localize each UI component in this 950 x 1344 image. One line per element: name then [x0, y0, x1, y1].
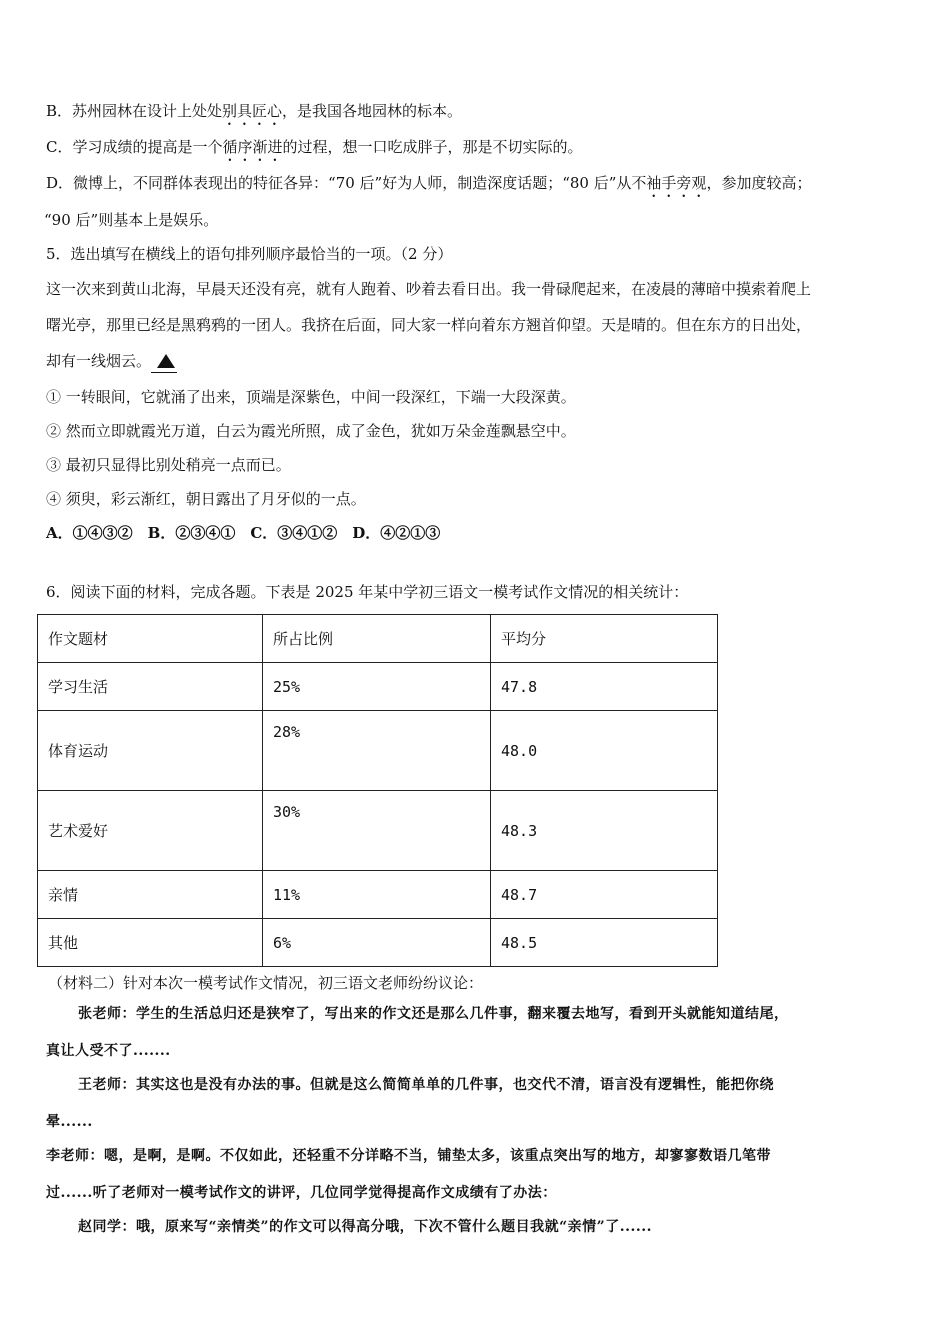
table-row	[38, 919, 718, 967]
option-c-text-end: 的过程，想一口吃成胖子，那是不切实际的。	[282, 138, 583, 156]
table-row	[38, 663, 718, 711]
option-d	[46, 173, 811, 201]
q5-choices: A．①④③② B．②③④① C．③④①② D．④②①③	[46, 524, 441, 542]
table-header-row	[38, 615, 718, 663]
table-cell: 48.0	[491, 711, 718, 791]
table-header-cell: 所占比例	[263, 615, 491, 663]
teacher-wang-line2: 晕......	[46, 1114, 93, 1130]
option-c-dotted-word: 循序渐进	[222, 138, 283, 156]
q5-sentence-3: ③ 最初只显得比别处稍亮一点而已。	[46, 456, 291, 474]
q5-sentence-1: ① 一转眼间，它就涌了出来，顶端是深紫色，中间一段深红，下端一大段深黄。	[46, 388, 576, 406]
teacher-li-line2: 过......听了老师对一模考试作文的讲评，几位同学觉得提高作文成绩有了办法：	[46, 1185, 557, 1201]
q5-sentence-2: ② 然而立即就霞光万道，白云为霞光所照，成了金色，犹如万朵金莲飘悬空中。	[46, 422, 576, 440]
material2-intro: （材料二）针对本次一模考试作文情况，初三语文老师纷纷议论：	[48, 974, 484, 992]
table-cell: 30%	[263, 791, 491, 871]
table-cell: 亲情	[38, 871, 263, 919]
table-cell: 其他	[38, 919, 263, 967]
option-b-dotted-word: 别具匠心	[222, 102, 283, 120]
teacher-wang-line1: 王老师：其实这也是没有办法的事。但就是这么简简单单的几件事，也交代不清，语言没有逻辑性，能把你绕	[78, 1077, 774, 1093]
table-row	[38, 791, 718, 871]
option-c-text: C．学习成绩的提高是一个	[46, 138, 223, 156]
table-cell: 48.3	[491, 791, 718, 871]
table-cell: 48.7	[491, 871, 718, 919]
option-b-text: B．苏州园林在设计上处处	[46, 102, 223, 120]
table-row	[38, 871, 718, 919]
table-cell: 47.8	[491, 663, 718, 711]
composition-stats-table	[37, 614, 718, 967]
table-cell: 6%	[263, 919, 491, 967]
q5-passage-line1: 这一次来到黄山北海，早晨天还没有亮，就有人跑着、吵着去看日出。我一骨碌爬起来，在凌晨的薄暗中摸索着爬上	[46, 280, 812, 298]
table-cell: 25%	[263, 663, 491, 711]
option-d-line2: “90 后”则基本上是娱乐。	[44, 211, 219, 229]
q5-passage-line3-text: 却有一线烟云。	[46, 352, 152, 370]
option-d-text-end: ，参加度较高；	[706, 174, 812, 192]
q5-sentence-4: ④ 须臾，彩云渐红，朝日露出了月牙似的一点。	[46, 490, 366, 508]
option-c	[46, 137, 583, 165]
option-d-dotted-word: 袖手旁观	[646, 174, 707, 192]
q5-stem: 5．选出填写在横线上的语句排列顺序最恰当的一项。（2 分）	[46, 245, 453, 263]
q6-stem: 6．阅读下面的材料，完成各题。下表是 2025 年某中学初三语文一模考试作文情况的相关统计：	[46, 583, 689, 601]
q5-passage-line3	[46, 351, 177, 373]
table-header-cell: 作文题材	[38, 615, 263, 663]
table-cell: 48.5	[491, 919, 718, 967]
option-b-text-end: ，是我国各地园林的标本。	[282, 102, 463, 120]
teacher-zhang-line2: 真让人受不了.......	[46, 1043, 171, 1059]
student-zhao-line1: 赵同学：哦，原来写“亲情类”的作文可以得高分哦，下次不管什么题目我就“亲情”了......	[78, 1219, 652, 1235]
table-header-cell: 平均分	[491, 615, 718, 663]
blank-marker	[151, 351, 177, 373]
option-b	[46, 101, 462, 129]
table-cell: 艺术爱好	[38, 791, 263, 871]
table-row	[38, 711, 718, 791]
q5-passage-line2: 曙光亭，那里已经是黑鸦鸦的一团人。我挤在后面，同大家一样向着东方翘首仰望。天是晴的。但在东方的日出处，	[46, 316, 812, 334]
teacher-li-line1: 李老师：嗯，是啊，是啊。不仅如此，还轻重不分详略不当，铺垫太多，该重点突出写的地方，却寥寥数语几笔带	[46, 1148, 771, 1164]
table-cell: 学习生活	[38, 663, 263, 711]
table-cell: 28%	[263, 711, 491, 791]
teacher-zhang-line1: 张老师：学生的生活总归还是狭窄了，写出来的作文还是那么几件事，翻来覆去地写，看到开头就能知道结尾，	[78, 1006, 789, 1022]
triangle-icon	[157, 354, 175, 368]
option-d-text: D．微博上，不同群体表现出的特征各异：“70 后”好为人师，制造深度话题；“80 后”从不	[46, 174, 647, 192]
table-cell: 体育运动	[38, 711, 263, 791]
table-cell: 11%	[263, 871, 491, 919]
